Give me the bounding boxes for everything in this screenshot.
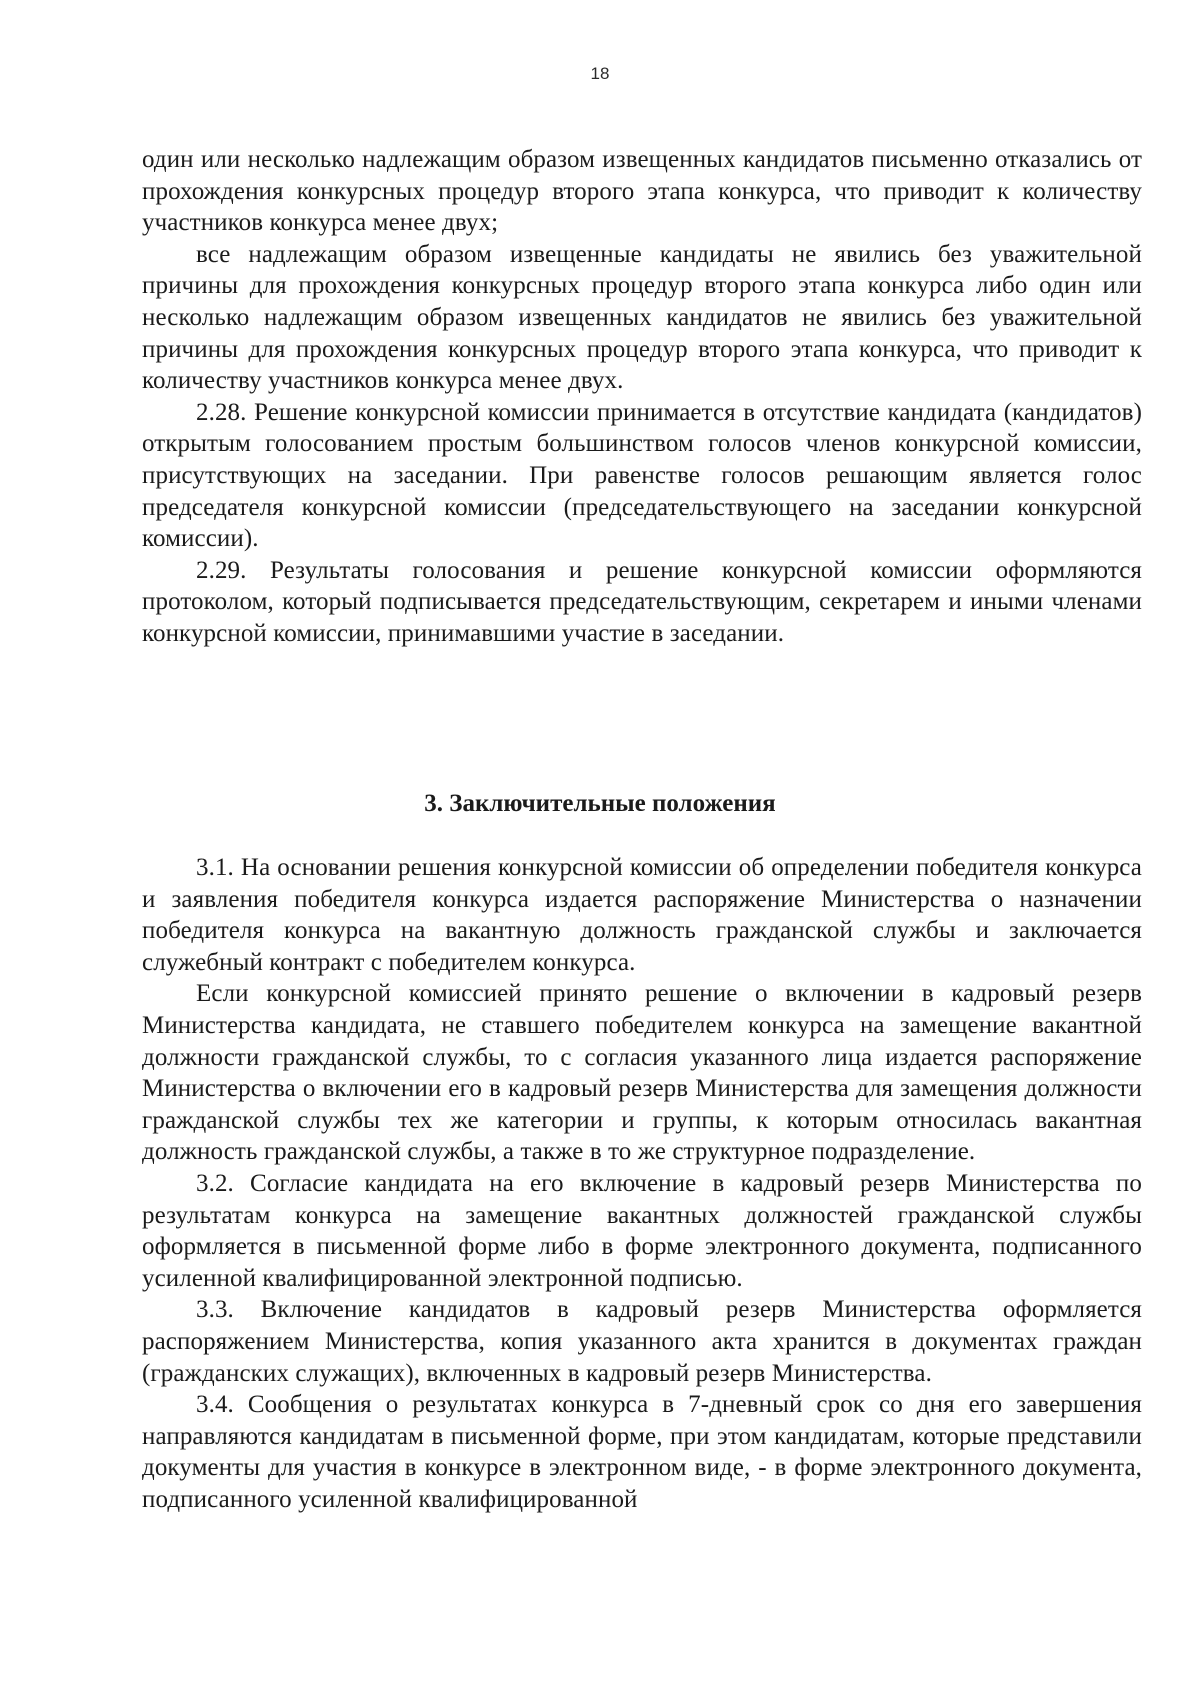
page-number: 18 xyxy=(590,64,610,83)
section-3-heading: 3. Заключительные положения xyxy=(424,790,776,817)
paragraph-3-4: 3.4. Сообщения о результатах конкурса в 7-дневный срок со дня его завершения направляются кандидатам в письменной форме, при этом кандидатам, которые представили документы для участия в конкурсе в электронном виде, - в форме электронного документа, подписанного усиленной квалифицированной xyxy=(142,1391,1142,1513)
section-3-body xyxy=(142,852,1142,1515)
paragraph-refusal-clause: один или несколько надлежащим образом извещенных кандидатов письменно отказались от прохождения конкурсных процедур второго этапа конкурса, что приводит к количеству участников конкурса менее двух; xyxy=(142,146,1142,237)
paragraph-reserve-inclusion: Если конкурсной комиссией принято решение о включении в кадровый резерв Министерства кандидата, не ставшего победителем конкурса на замещение вакантной должности гражданской службы, то с согласия указанного лица издается распоряжение Министерства о включении его в кадровый резерв Министерства для замещения должности гражданской службы тех же категории и группы, к которым относилась вакантная должность гражданской службы, а также в то же структурное подразделение. xyxy=(142,980,1142,1166)
paragraph-no-show-clause: все надлежащим образом извещенные кандидаты не явились без уважительной причины для прохождения конкурсных процедур второго этапа конкурса либо один или несколько надлежащим образом извещенных кандидатов не явились без уважительной причины для прохождения конкурсных процедур второго этапа конкурса, что приводит к количеству участников конкурса менее двух. xyxy=(142,240,1142,395)
paragraph-3-2: 3.2. Согласие кандидата на его включение в кадровый резерв Министерства по результатам конкурса на замещение вакантных должностей гражданской службы оформляется в письменной форме либо в форме электронного документа, подписанного усиленной квалифицированной электронной подписью. xyxy=(142,1169,1142,1292)
section-2-continuation xyxy=(142,144,1142,650)
paragraph-2-29: 2.29. Результаты голосования и решение конкурсной комиссии оформляются протоколом, который подписывается председательствующим, секретарем и иными членами конкурсной комиссии, принимавшими участие в заседании. xyxy=(142,556,1142,647)
paragraph-3-3: 3.3. Включение кандидатов в кадровый резерв Министерства оформляется распоряжением Министерства, копия указанного акта хранится в документах граждан (гражданских служащих), включенных в кадровый резерв Министерства. xyxy=(142,1296,1142,1387)
paragraph-2-28: 2.28. Решение конкурсной комиссии принимается в отсутствие кандидата (кандидатов) открытым голосованием простым большинством голосов членов конкурсной комиссии, присутствующих на заседании. При равенстве голосов решающим является голос председателя конкурсной комиссии (председательствующего на заседании конкурсной комиссии). xyxy=(142,398,1142,553)
paragraph-3-1: 3.1. На основании решения конкурсной комиссии об определении победителя конкурса и заявления победителя конкурса издается распоряжение Министерства о назначении победителя конкурса на вакантную должность гражданской службы и заключается служебный контракт с победителем конкурса. xyxy=(142,854,1142,976)
